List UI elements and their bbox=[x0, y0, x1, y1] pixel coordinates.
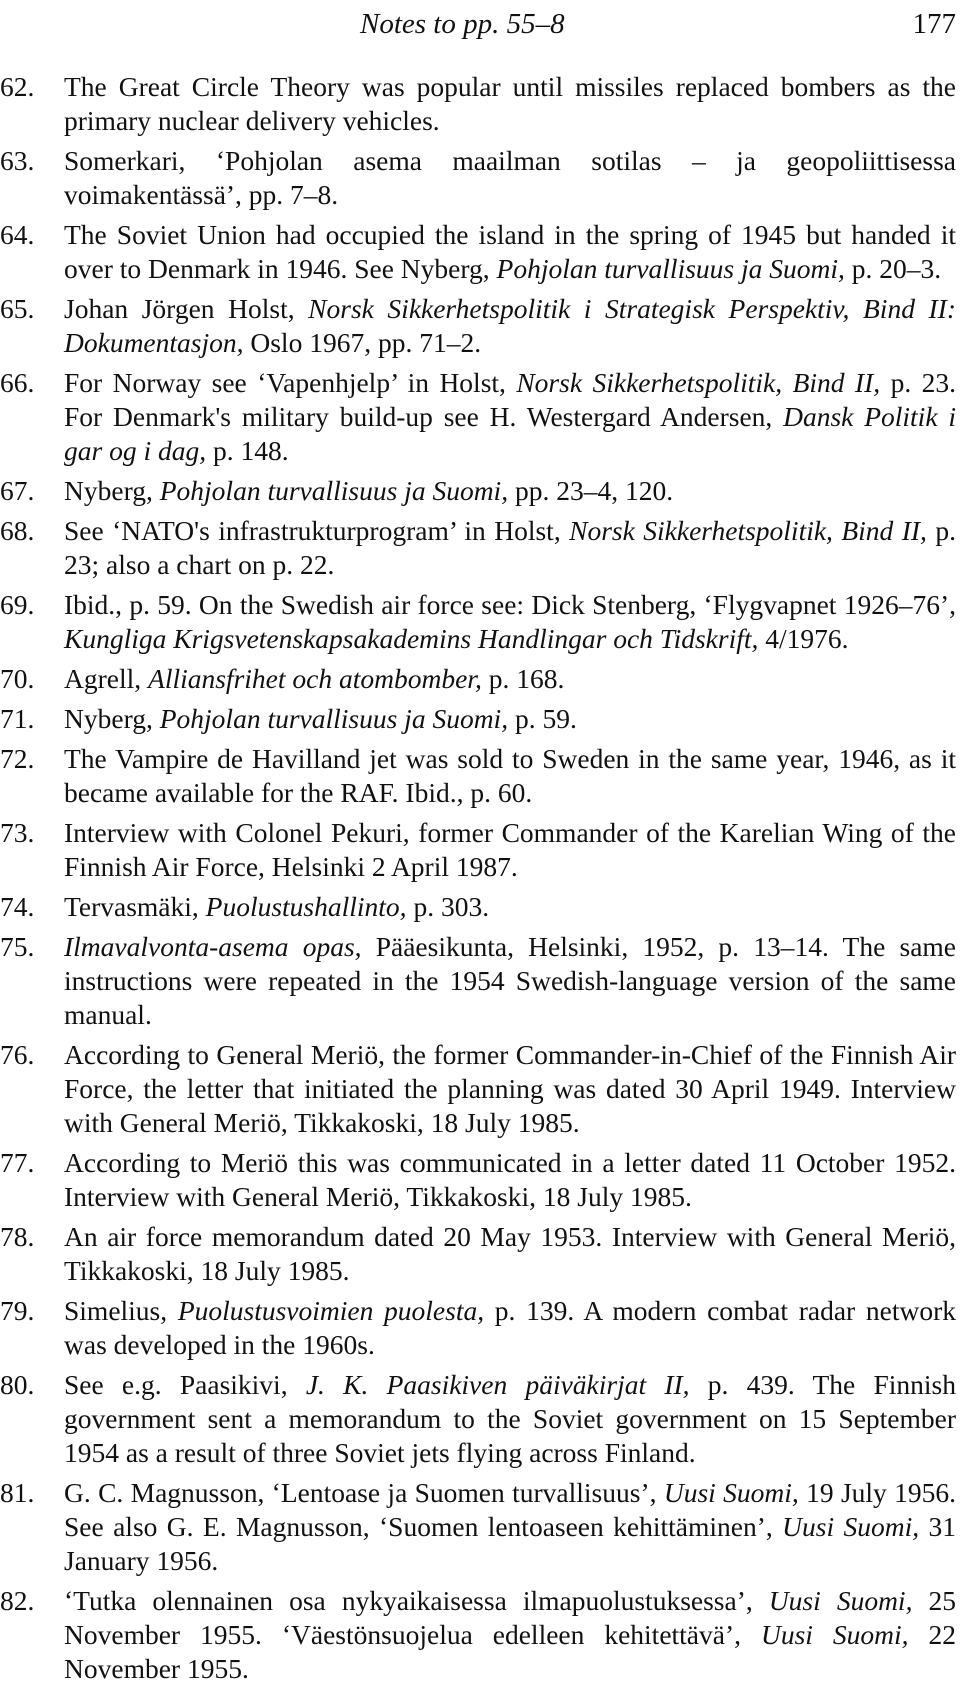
endnote bbox=[0, 366, 956, 468]
note-text: p. 23; also a chart on p. 22. bbox=[64, 515, 956, 580]
endnote bbox=[0, 1584, 956, 1686]
note-text: 22 November 1955. bbox=[64, 1619, 956, 1684]
endnote bbox=[0, 514, 956, 582]
note-text: p. 23. For Denmark's military build-up see H. Westergard Andersen, bbox=[64, 367, 957, 432]
note-number: 74. bbox=[0, 891, 35, 922]
note-number: 71. bbox=[0, 703, 35, 734]
note-text: Oslo 1967, pp. 71–2. bbox=[243, 327, 482, 358]
note-text: p. 139. A modern combat radar network was developed in the 1960s. bbox=[64, 1295, 956, 1360]
note-text: The Vampire de Havilland jet was sold to Sweden in the same year, 1946, as it became available for the RAF. Ibid., p. 60. bbox=[64, 743, 956, 808]
note-number: 72. bbox=[0, 743, 35, 774]
note-number: 70. bbox=[0, 663, 35, 694]
endnote bbox=[0, 890, 956, 924]
note-citation-title: Puolustushallinto, bbox=[205, 891, 407, 922]
endnote bbox=[0, 1038, 956, 1140]
note-text: 31 January 1956. bbox=[64, 1511, 957, 1576]
endnote bbox=[0, 662, 956, 696]
note-text: According to Meriö this was communicated in a letter dated 11 October 1952. Interview with General Meriö, Tikkakoski, 18 July 1985. bbox=[64, 1147, 956, 1212]
note-number: 65. bbox=[0, 293, 35, 324]
page-number: 177 bbox=[912, 8, 956, 40]
endnote bbox=[0, 1146, 956, 1214]
note-number: 75. bbox=[0, 931, 35, 962]
endnote bbox=[0, 816, 956, 884]
note-text: G. C. Magnusson, ‘Lentoase ja Suomen turvallisuus’, bbox=[64, 1477, 664, 1508]
note-text: Somerkari, ‘Pohjolan asema maailman sotilas – ja geopoliittisessa voimakentässä’, pp. 7–8. bbox=[64, 145, 956, 210]
note-citation-title: Alliansfrihet och atombomber, bbox=[148, 663, 482, 694]
note-number: 73. bbox=[0, 817, 35, 848]
note-text: p. 20–3. bbox=[844, 253, 942, 284]
endnote bbox=[0, 474, 956, 508]
note-citation-title: Ilmavalvonta-asema opas, bbox=[64, 931, 362, 962]
note-text: According to General Meriö, the former Commander-in-Chief of the Finnish Air Force, the letter that initiated the planning was dated 30 April 1949. Interview with General Meriö, Tikkakoski, 18 July 1985. bbox=[64, 1039, 956, 1138]
note-text: The Great Circle Theory was popular until missiles replaced bombers as the primary nuclear delivery vehicles. bbox=[64, 71, 956, 136]
note-citation-title: Uusi Suomi, bbox=[760, 1619, 909, 1650]
note-text: p. 439. The Finnish government sent a memorandum to the Soviet government on 15 September 1954 as a result of three Soviet jets flying across Finland. bbox=[64, 1369, 956, 1468]
note-text: See e.g. Paasikivi, bbox=[64, 1369, 306, 1400]
note-citation-title: Dansk Politik i gar og i dag, bbox=[64, 401, 956, 466]
note-number: 78. bbox=[0, 1221, 35, 1252]
note-citation-title: Puolustusvoimien puolesta, bbox=[177, 1295, 485, 1326]
note-citation-title: Pohjolan turvallisuus ja Suomi, bbox=[159, 703, 509, 734]
note-text: The Soviet Union had occupied the island in the spring of 1945 but handed it over to Denmark in 1946. See Nyberg, bbox=[64, 219, 956, 284]
endnote bbox=[0, 1220, 956, 1288]
note-text: Nyberg, bbox=[64, 475, 160, 506]
endnote bbox=[0, 702, 956, 736]
note-number: 66. bbox=[0, 367, 35, 398]
note-citation-title: Pohjolan turvallisuus ja Suomi, bbox=[496, 253, 845, 284]
running-title: Notes to pp. 55–8 bbox=[360, 8, 565, 40]
endnote bbox=[0, 1294, 956, 1362]
note-text: For Norway see ‘Vapenhjelp’ in Holst, bbox=[64, 367, 517, 398]
note-number: 79. bbox=[0, 1295, 35, 1326]
note-text: 19 July 1956. See also G. E. Magnusson, ‘Suomen lentoaseen kehittäminen’, bbox=[64, 1477, 957, 1542]
note-number: 64. bbox=[0, 219, 35, 250]
note-number: 77. bbox=[0, 1147, 35, 1178]
note-number: 62. bbox=[0, 71, 35, 102]
note-number: 76. bbox=[0, 1039, 35, 1070]
note-text: Agrell, bbox=[64, 663, 149, 694]
note-text: See ‘NATO's infrastrukturprogram’ in Holst, bbox=[64, 515, 570, 546]
note-text: ‘Tutka olennainen osa nykyaikaisessa ilmapuolustuksessa’, bbox=[64, 1585, 769, 1616]
endnote bbox=[0, 70, 956, 138]
note-text: p. 168. bbox=[481, 663, 565, 694]
note-text: pp. 23–4, 120. bbox=[508, 475, 674, 506]
note-text: p. 148. bbox=[206, 435, 289, 466]
note-number: 69. bbox=[0, 589, 35, 620]
note-text: Ibid., p. 59. On the Swedish air force see: Dick Stenberg, ‘Flygvapnet 1926–76’, bbox=[64, 589, 956, 620]
note-citation-title: Norsk Sikkerhetspolitik, Bind II, bbox=[569, 515, 927, 546]
note-number: 67. bbox=[0, 475, 35, 506]
note-citation-title: Uusi Suomi, bbox=[768, 1585, 913, 1616]
note-text: Pääesikunta, Helsinki, 1952, p. 13–14. The same instructions were repeated in the 1954 Swedish-language version of the same manual. bbox=[64, 931, 956, 1030]
note-text: p. 303. bbox=[406, 891, 490, 922]
endnotes-list bbox=[0, 70, 956, 1692]
endnote bbox=[0, 588, 956, 656]
note-text: Nyberg, bbox=[64, 703, 160, 734]
note-text: Simelius, bbox=[64, 1295, 178, 1326]
note-citation-title: Kungliga Krigsvetenskapsakademins Handlingar och Tidskrift, bbox=[64, 623, 759, 654]
endnote bbox=[0, 292, 956, 360]
note-citation-title: Norsk Sikkerhetspolitik i Strategisk Perspektiv, Bind II: Dokumentasjon, bbox=[64, 293, 956, 358]
endnote bbox=[0, 930, 956, 1032]
note-text: Johan Jörgen Holst, bbox=[64, 293, 309, 324]
note-citation-title: Pohjolan turvallisuus ja Suomi, bbox=[159, 475, 509, 506]
note-text: Interview with Colonel Pekuri, former Commander of the Karelian Wing of the Finnish Air Force, Helsinki 2 April 1987. bbox=[64, 817, 956, 882]
note-text: Tervasmäki, bbox=[64, 891, 206, 922]
note-number: 68. bbox=[0, 515, 35, 546]
note-text: An air force memorandum dated 20 May 1953. Interview with General Meriö, Tikkakoski, 18 July 1985. bbox=[64, 1221, 956, 1286]
note-number: 81. bbox=[0, 1477, 35, 1508]
note-text: 25 November 1955. ‘Väestönsuojelua edelleen kehitettävä’, bbox=[64, 1585, 957, 1650]
note-text: 4/1976. bbox=[758, 623, 849, 654]
endnote bbox=[0, 144, 956, 212]
note-citation-title: Uusi Suomi, bbox=[663, 1477, 799, 1508]
note-citation-title: Uusi Suomi, bbox=[782, 1511, 920, 1542]
endnote bbox=[0, 218, 956, 286]
endnote bbox=[0, 1368, 956, 1470]
page-header bbox=[0, 4, 960, 44]
note-number: 63. bbox=[0, 145, 35, 176]
endnote bbox=[0, 742, 956, 810]
note-number: 82. bbox=[0, 1585, 35, 1616]
endnote bbox=[0, 1476, 956, 1578]
note-citation-title: Norsk Sikkerhetspolitik, Bind II, bbox=[516, 367, 881, 398]
note-citation-title: J. K. Paasikiven päiväkirjat II, bbox=[305, 1369, 690, 1400]
note-number: 80. bbox=[0, 1369, 35, 1400]
note-text: p. 59. bbox=[508, 703, 577, 734]
